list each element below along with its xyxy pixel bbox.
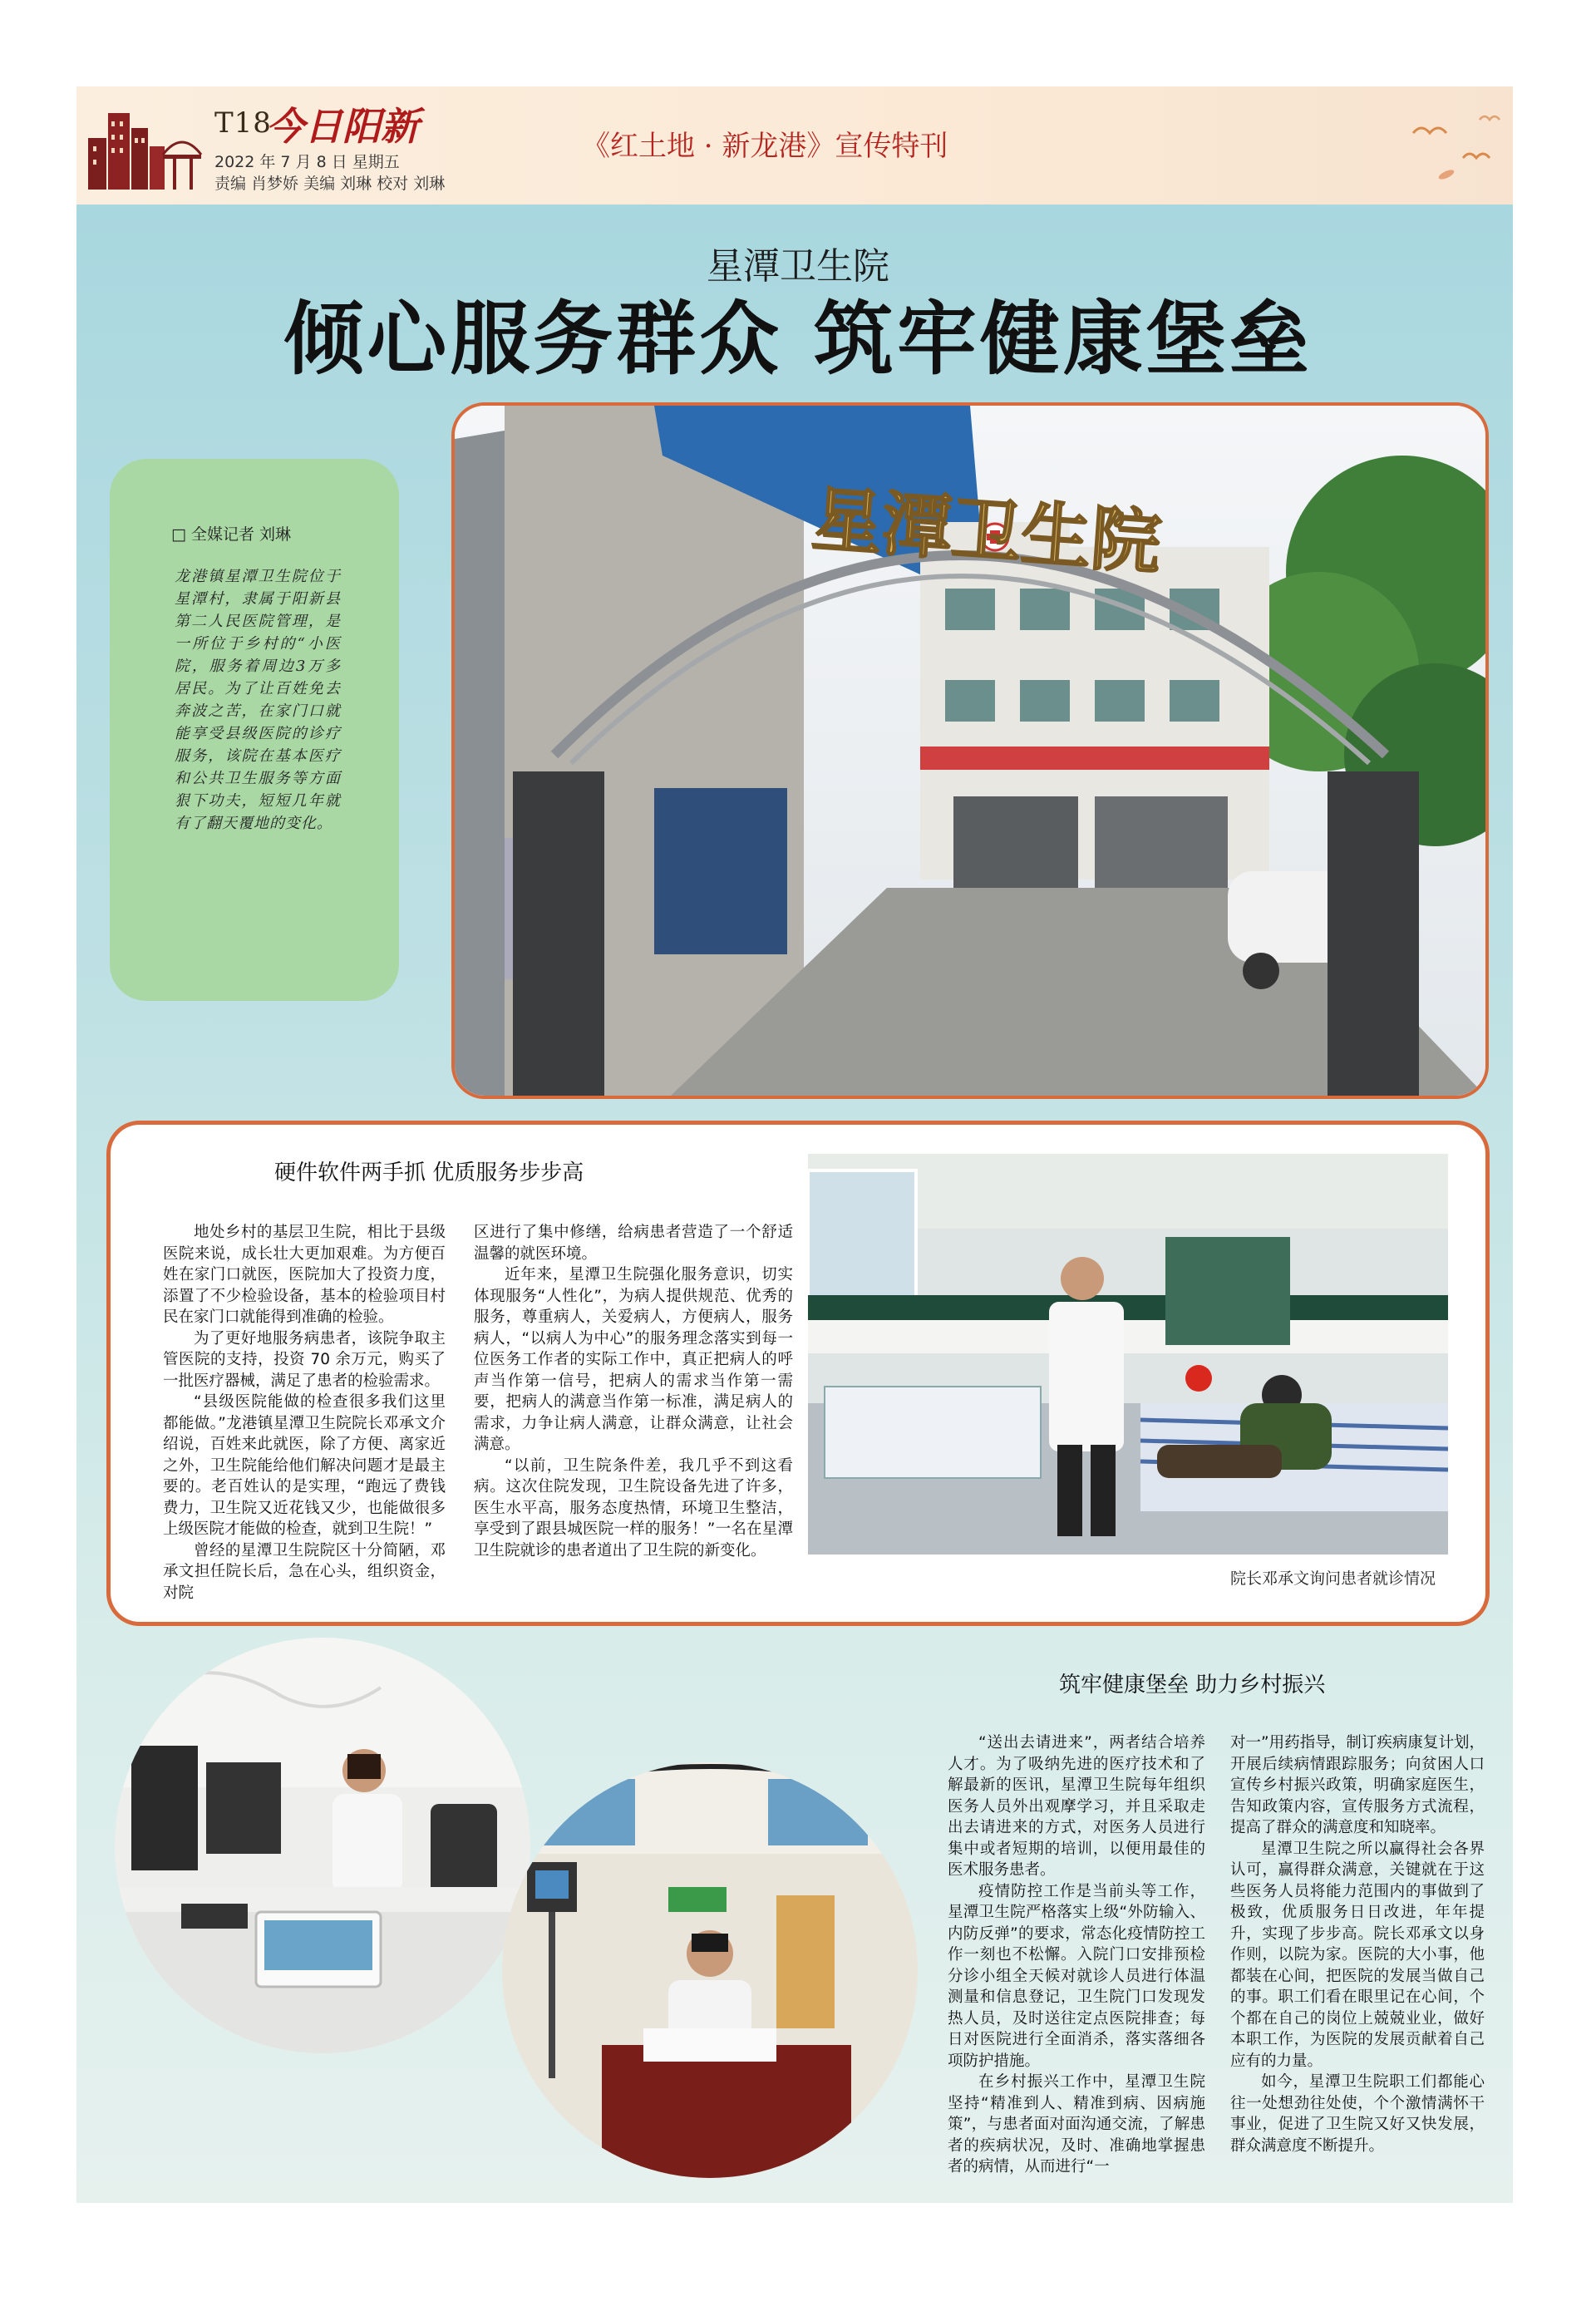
paragraph: 近年来，星潭卫生院强化服务意识，切实体现服务“人性化”，为病人提供规范、优秀的服务，尊重病人，关爱病人，方便病人，服务病人，“以病人为中心”的服务理念落实到每一位医务工作者的实际工作中，真正把病人的呼声当作第一信号，把病人的需求当作第一需要，把病人的满意当作第一标准，满足病人的需求，力争让病人满意，让群众满意，让社会满意。 [474,1266,793,1453]
page-number: T18 [214,106,272,140]
section-1-title: 硬件软件两手抓 优质服务步步高 [274,1160,584,1185]
paragraph: 星潭卫生院之所以赢得社会各界认可，赢得群众满意，关键就在于这些医务人员将能力范围内的事做到了极致，优质服务日日改进，年年提升，实现了步步高。院长邓承文以身作则，以院为家。医院的大小事，他都装在心间，把医院的发展当做自己的事。职工们看在眼里记在心间，个个都在自己的岗位上兢兢业业，做好本职工作，为医院的发展贡献着自己应有的力量。 [1230,1840,1485,2070]
reception-desk-photo [115,1638,530,2053]
paragraph: 在乡村振兴工作中，星潭卫生院坚持“精准到人、精准到病、因病施策”，与患者面对面沟通交流，了解患者的疾病状况，及时、准确地掌握患者的病情，从而进行“一 [948,2073,1205,2175]
ward-visit-photo [808,1154,1448,1555]
hospital-gate-photo [451,402,1489,1099]
section-2-column-2 [1230,1732,1485,2156]
paragraph-continued: 区进行了集中修缮，给病患者营造了一个舒适温馨的就医环境。 [474,1224,793,1263]
section-1-column-2 [474,1222,793,1561]
article-kicker: 星潭卫生院 [707,245,889,288]
paragraph-continued: 对一”用药指导，制订疾病康复计划，开展后续病情跟踪服务；向贫困人口宣传乡村振兴政策，明确家庭医生，告知政策内容，宣传服务方式流程，提高了群众的满意度和知晓率。 [1230,1734,1485,1836]
newspaper-name: 今日阳新 [266,104,419,149]
paragraph: “以前，卫生院条件差，我几乎不到这看病。这次住院发现，卫生院设备先进了许多，医生水平高，服务态度热情，环境卫生整洁，享受到了跟县城医院一样的服务！”一名在星潭卫生院就诊的患者道出了卫生院的新变化。 [474,1456,793,1560]
temperature-check-photo [502,1762,918,2178]
section-2-column-1 [948,1732,1205,2178]
section-2-title: 筑牢健康堡垒 助力乡村振兴 [1059,1673,1326,1697]
paragraph: 如今，星潭卫生院职工们都能心往一处想劲往处使，个个激情满怀干事业，促进了卫生院又好又快发展，群众满意度不断提升。 [1230,2073,1485,2155]
section-1-column-1 [163,1222,446,1604]
gate-sign-text: 星潭卫生院 [810,477,1164,584]
city-buildings-logo-icon [86,105,203,191]
special-edition-title: 《红土地 · 新龙港》宣传特刊 [582,130,948,163]
reporter-byline: □ 全媒记者 刘琳 [171,525,292,544]
editor-credits: 责编 肖梦娇 美编 刘琳 校对 刘琳 [214,175,446,193]
intro-text: 龙港镇星潭卫生院位于星潭村，隶属于阳新县第二人民医院管理，是一所位于乡村的“小医院，服务着周边3万多居民。为了让百姓免去奔波之苦，在家门口就能享受县级医院的诊疗服务，该院在基本医疗和公共卫生服务等方面狠下功夫，短短几年就有了翻天覆地的变化。 [175,568,341,832]
paragraph: 为了更好地服务病患者，该院争取主管医院的支持，投资 70 余万元，购买了一批医疗器械，满足了患者的检验需求。 [163,1329,446,1390]
hospital-gate-illustration [455,406,1485,1096]
paragraph: 曾经的星潭卫生院院区十分简陋，邓承文担任院长后，急在心头，组织资金，对院 [163,1541,446,1602]
photo-caption: 院长邓承文询问患者就诊情况 [1230,1569,1436,1588]
paragraph: “县级医院能做的检查很多我们这里都能做。”龙港镇星潭卫生院院长邓承文介绍说，百姓来此就医，除了方便、离家近之外，卫生院能给他们解决问题才是最主要的。老百姓认的是实理，“跑远了费钱费力，卫生院又近花钱又少，也能做很多上级医院才能做的检查，就到卫生院！” [163,1393,446,1538]
article-headline: 倾心服务群众 筑牢健康堡垒 [283,293,1313,386]
paragraph: 地处乡村的基层卫生院，相比于县级医院来说，成长壮大更加艰难。为方便百姓在家门口就医，医院加大了投资力度，添置了不少检验设备，基本的检验项目村民在家门口就能得到准确的检验。 [163,1224,446,1326]
flying-birds-icon [1396,100,1513,191]
issue-date: 2022 年 7 月 8 日 星期五 [214,153,400,171]
paragraph: 疫情防控工作是当前头等工作，星潭卫生院严格落实上级“外防输入、内防反弹”的要求，常态化疫情防控工作一刻也不松懈。入院门口安排预检分诊小组全天候对就诊人员进行体温测量和信息登记，卫生院门口发现发热人员，及时送往定点医院排查；每日对医院进行全面消杀，落实落细各项防护措施。 [948,1882,1205,2070]
paragraph: “送出去请进来”，两者结合培养人才。为了吸纳先进的医疗技术和了解最新的医讯，星潭卫生院每年组织医务人员外出观摩学习，并且采取走出去请进来的方式，对医务人员进行集中或者短期的培训，以便用最佳的医术服务患者。 [948,1734,1205,1879]
